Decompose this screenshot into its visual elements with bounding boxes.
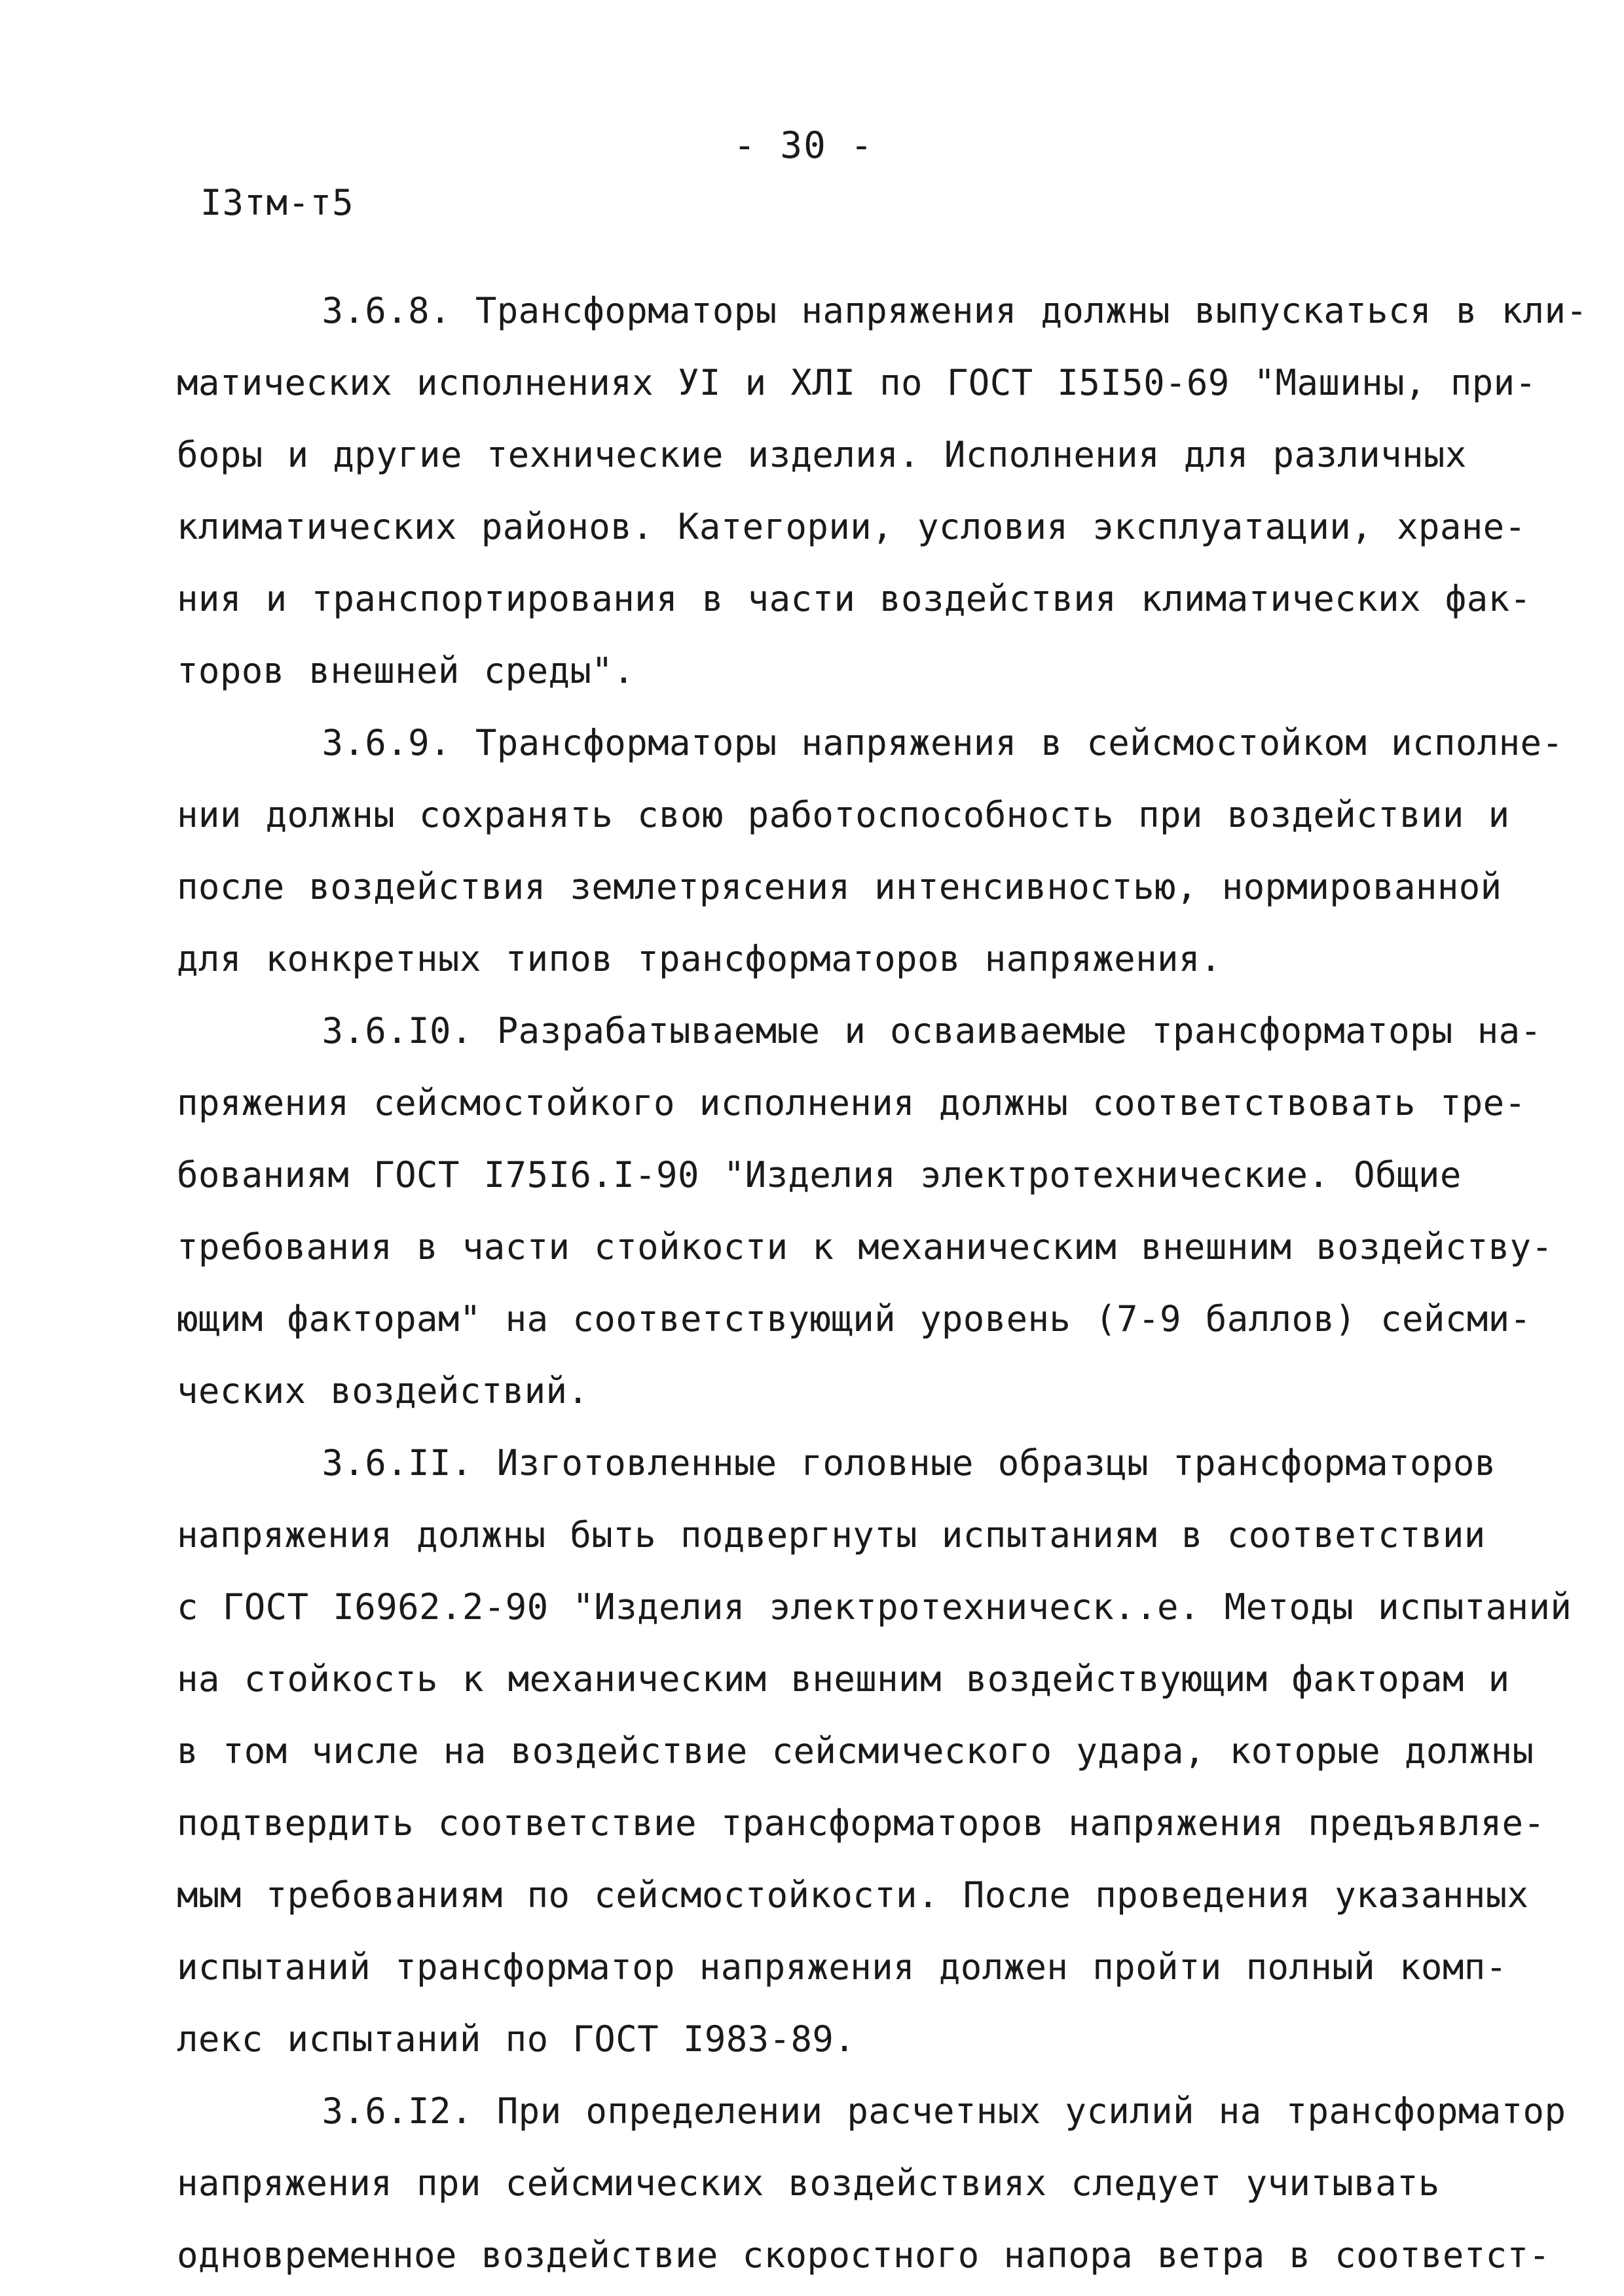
page-number: - 30 - [733, 124, 874, 167]
body-text [177, 275, 1588, 2291]
document-code: I3тм-т5 [200, 182, 354, 223]
text-line: лекс испытаний по ГОСТ I983-89. [177, 2018, 856, 2060]
text-line: испытаний трансформатор напряжения должен пройти полный комп- [177, 1946, 1507, 1988]
text-line: ния и транспортирования в части воздействия климатических фак- [177, 578, 1532, 619]
text-line: мым требованиям по сейсмостойкости. После проведения указанных [177, 1874, 1529, 1916]
text-line: 3.6.II. Изготовленные головные образцы трансформаторов [177, 1442, 1496, 1484]
text-line: в том числе на воздействие сейсмического удара, которые должны [177, 1730, 1534, 1772]
text-line: нии должны сохранять свою работоспособность при воздействии и [177, 794, 1510, 835]
text-line: после воздействия землетрясения интенсивностью, нормированной [177, 866, 1502, 907]
text-line: климатических районов. Категории, условия эксплуатации, хране- [177, 506, 1526, 547]
text-line: подтвердить соответствие трансформаторов напряжения предъявляе- [177, 1802, 1545, 1844]
text-line: 3.6.I2. При определении расчетных усилий на трансформатор [177, 2090, 1566, 2132]
text-line: бованиям ГОСТ I75I6.I-90 "Изделия электротехнические. Общие [177, 1154, 1462, 1195]
text-line: 3.6.8. Трансформаторы напряжения должны выпускаться в кли- [177, 290, 1588, 331]
text-line: торов внешней среды". [177, 650, 635, 691]
text-line: для конкретных типов трансформаторов напряжения. [177, 938, 1222, 979]
text-line: с ГОСТ I6962.2-90 "Изделия электротехническ..е. Методы испытаний [177, 1586, 1572, 1628]
text-line: одновременное воздействие скоростного напора ветра в соответст- [177, 2234, 1551, 2276]
text-line: пряжения сейсмостойкого исполнения должны соответствовать тре- [177, 1082, 1526, 1123]
text-line: 3.6.9. Трансформаторы напряжения в сейсмостойком исполне- [177, 722, 1564, 763]
text-line: на стойкость к механическим внешним воздействующим факторам и [177, 1658, 1510, 1700]
text-line: матических исполнениях УI и ХЛI по ГОСТ I5I50-69 "Машины, при- [177, 362, 1537, 403]
text-line: напряжения при сейсмических воздействиях следует учитывать [177, 2162, 1440, 2204]
text-line: ющим факторам" на соответствующий уровень (7-9 баллов) сейсми- [177, 1298, 1532, 1339]
text-line: требования в части стойкости к механическим внешним воздейству- [177, 1226, 1553, 1267]
text-line: ческих воздействий. [177, 1370, 589, 1412]
text-line: боры и другие технические изделия. Исполнения для различных [177, 434, 1467, 475]
text-line: 3.6.I0. Разрабатываемые и осваиваемые трансформаторы на- [177, 1010, 1542, 1051]
text-line: напряжения должны быть подвергнуты испытаниям в соответствии [177, 1514, 1486, 1556]
